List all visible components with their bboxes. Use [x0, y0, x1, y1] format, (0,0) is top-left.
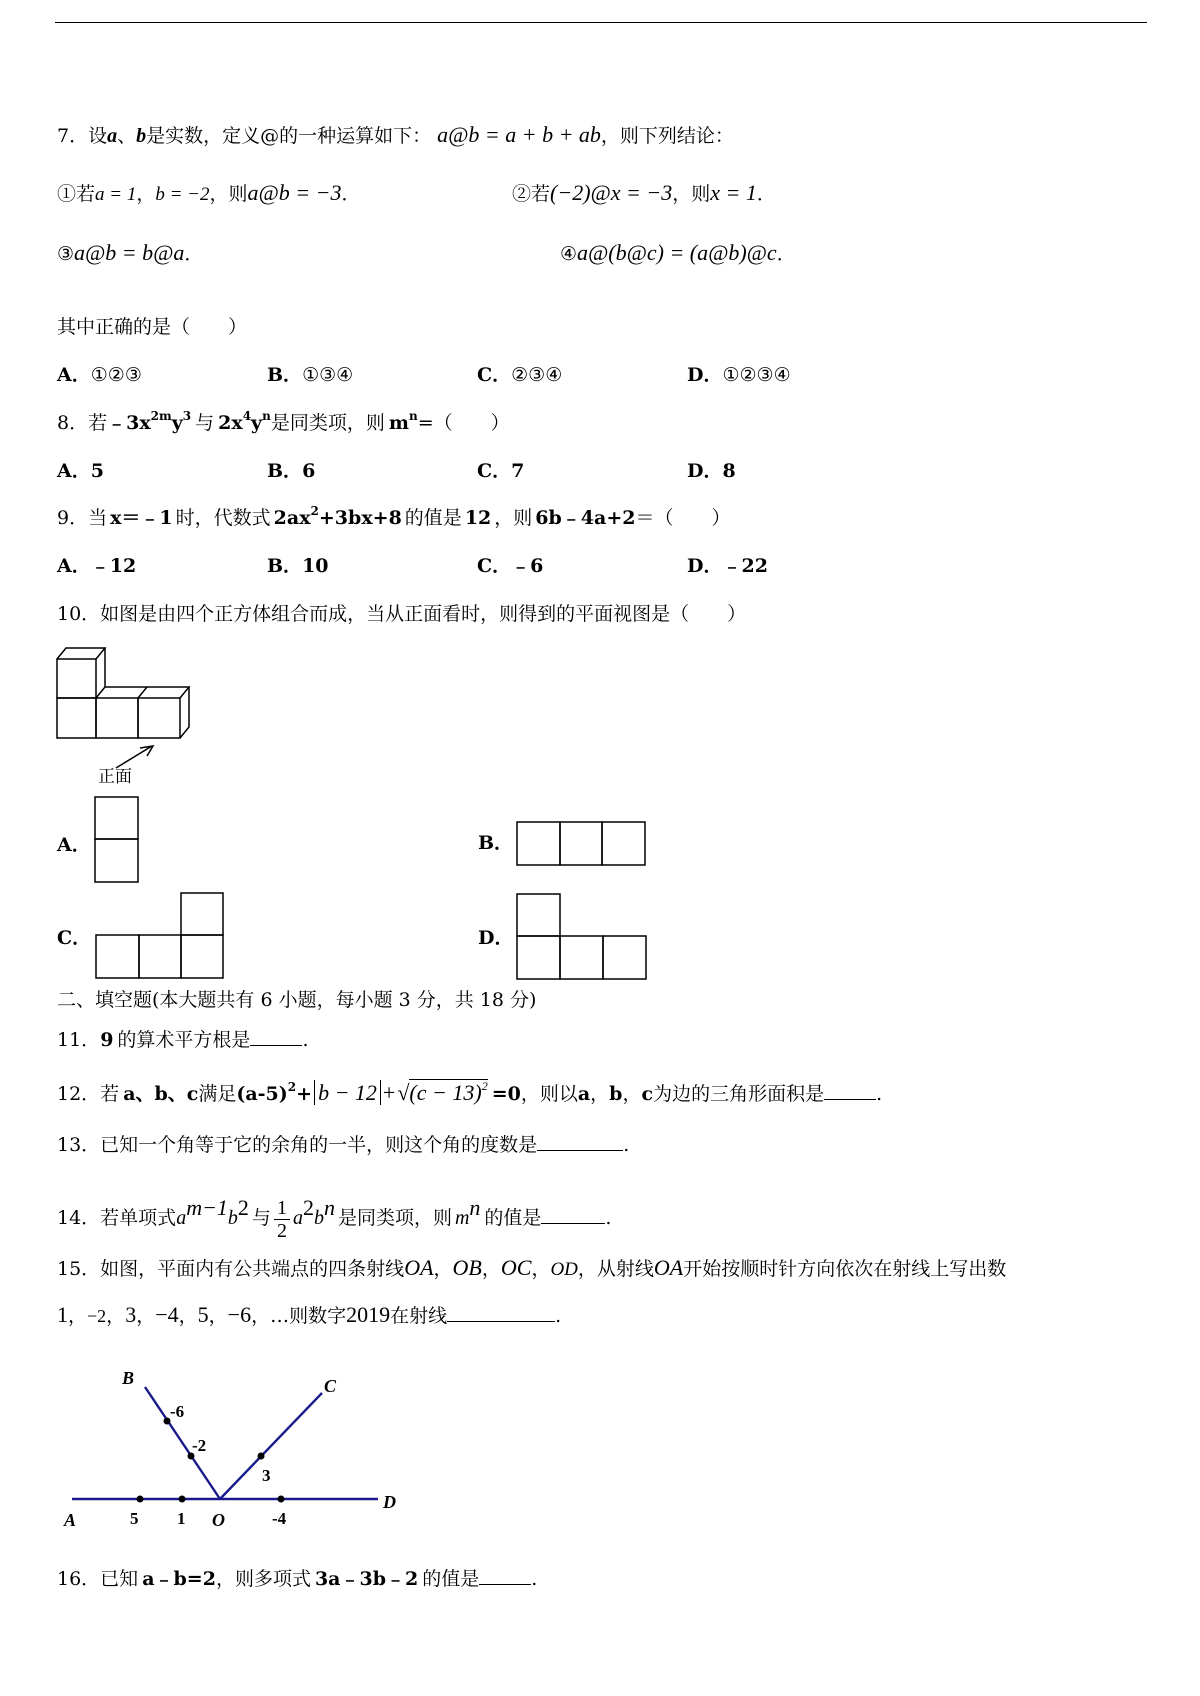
q7-options: [57, 362, 897, 388]
q9-option-c[interactable]: C．﹣6: [477, 555, 544, 577]
label-C: C: [324, 1376, 337, 1396]
q13: 13．已知一个角等于它的余角的一半，则这个角的度数是 .: [57, 1134, 630, 1156]
q12-answer-blank[interactable]: [824, 1081, 876, 1100]
q7-conclusion-3: ③a@b = b@a．: [57, 240, 204, 265]
q14: 14．若单项式$a^{m-1}b^2$ 与 $\frac{1}{2}$ $a^2b^n$ 是同类项，则 $m^n$ 的值是 .: [57, 1194, 612, 1242]
label-O: O: [212, 1510, 225, 1530]
q10-option-a-label[interactable]: A．: [57, 834, 91, 856]
q8-stem: 8．若$﹣3x^{2m}y^3$ 与 $2x^4y^n$是同类项，则 $m^n=$（ ）: [57, 408, 510, 434]
q9-option-b[interactable]: B．10: [267, 555, 329, 577]
q8-option-d[interactable]: D．8: [687, 460, 736, 482]
point-3: [258, 1453, 265, 1460]
q7-conclusion-2: ②若(−2)@x = −3，则x = 1．: [512, 180, 776, 205]
q7-conclusion-4: ④a@(b@c) = (a@b)@c．: [560, 240, 796, 265]
q11: 11．9 的算术平方根是 .: [57, 1029, 309, 1051]
num-minus-2: -2: [192, 1436, 207, 1455]
q15-points: [137, 1418, 285, 1503]
q12-sqrt-sign: √: [397, 1080, 410, 1105]
q7-option-b[interactable]: B．①③④: [267, 364, 354, 386]
q10-option-c-label[interactable]: C．: [57, 927, 92, 949]
q12-sqrt-radicand: $(c - 13)^2$: [409, 1078, 488, 1105]
num-minus-6: -6: [170, 1402, 185, 1421]
q15-line-1: 15．如图，平面内有公共端点的四条射线OA，OB，OC，OD，从射线OA开始按顺时针方向依次在射线上写出数: [57, 1255, 1007, 1280]
q7-conclusion-1: ①若a = 1，b = −2，则a@b = −3．: [57, 180, 361, 205]
q9-stem: 9．当 x＝﹣1 时，代数式 $2ax^2+3bx+8$ 的值是 12 ，则 6b﹣4a+2＝（ ）: [57, 503, 731, 529]
num-1: 1: [177, 1509, 186, 1528]
q9-option-d[interactable]: D．﹣22: [687, 555, 768, 577]
point-minus-4: [278, 1496, 285, 1503]
q9-option-a[interactable]: A．﹣12: [57, 555, 137, 577]
q13-answer-blank[interactable]: [537, 1132, 623, 1151]
point-5: [137, 1496, 144, 1503]
q8-options: [57, 458, 897, 484]
q16: 16．已知 a﹣b=2，则多项式 3a﹣3b﹣2 的值是 .: [57, 1568, 538, 1590]
ray-oc: [220, 1393, 322, 1499]
q14-fraction: $\frac{1}{2}$: [274, 1197, 290, 1242]
q7-stem: 7．设a、b是实数，定义@的一种运算如下： a@b = a + b + ab，则下列结论：: [57, 122, 734, 147]
q7-number: 7．: [57, 125, 89, 147]
num-3: 3: [262, 1466, 271, 1485]
q16-answer-blank[interactable]: [479, 1566, 531, 1585]
q11-answer-blank[interactable]: [250, 1027, 302, 1046]
q7-option-a[interactable]: A．①②③: [57, 364, 142, 386]
q15-rays: [72, 1387, 378, 1499]
q12-abs-value: b − 12: [314, 1080, 381, 1105]
section-2-title: 二、填空题(本大题共有 6 小题，每小题 3 分，共 18 分): [57, 989, 537, 1011]
q12: 12．若 a、b、c满足$(a-5)^2+ b - 12 +√(c - 13)^2 =0$，则以a，b，c为边的三角形面积是 .: [57, 1078, 883, 1105]
q10-option-d-label[interactable]: D．: [478, 927, 514, 949]
q14-answer-blank[interactable]: [541, 1205, 605, 1224]
q15-line-2: 1，−2，3，−4，5，−6，…则数字2019在射线 .: [57, 1302, 562, 1327]
label-D: D: [383, 1492, 396, 1512]
num-5: 5: [130, 1509, 139, 1528]
q10-front-label: 正面: [98, 767, 132, 787]
point-1: [179, 1496, 186, 1503]
q8-option-a[interactable]: A．5: [57, 460, 104, 482]
q8-option-b[interactable]: B．6: [267, 460, 316, 482]
q10-option-b-label[interactable]: B．: [478, 832, 514, 854]
q8-option-c[interactable]: C．7: [477, 460, 525, 482]
q7-option-c[interactable]: C．②③④: [477, 364, 563, 386]
num-minus-4: -4: [272, 1509, 287, 1528]
q7-ask: 其中正确的是（ ）: [57, 316, 248, 338]
q15-answer-blank[interactable]: [447, 1303, 555, 1322]
label-A: A: [64, 1510, 77, 1530]
label-B: B: [122, 1368, 135, 1388]
q9-options: [57, 553, 897, 579]
q7-option-d[interactable]: D．①②③④: [687, 364, 791, 386]
q10-stem: 10．如图是由四个正方体组合而成，当从正面看时，则得到的平面视图是（ ）: [57, 603, 747, 625]
q7-definition: a@b = a + b + ab: [437, 122, 601, 147]
header-rule: [55, 22, 1147, 23]
